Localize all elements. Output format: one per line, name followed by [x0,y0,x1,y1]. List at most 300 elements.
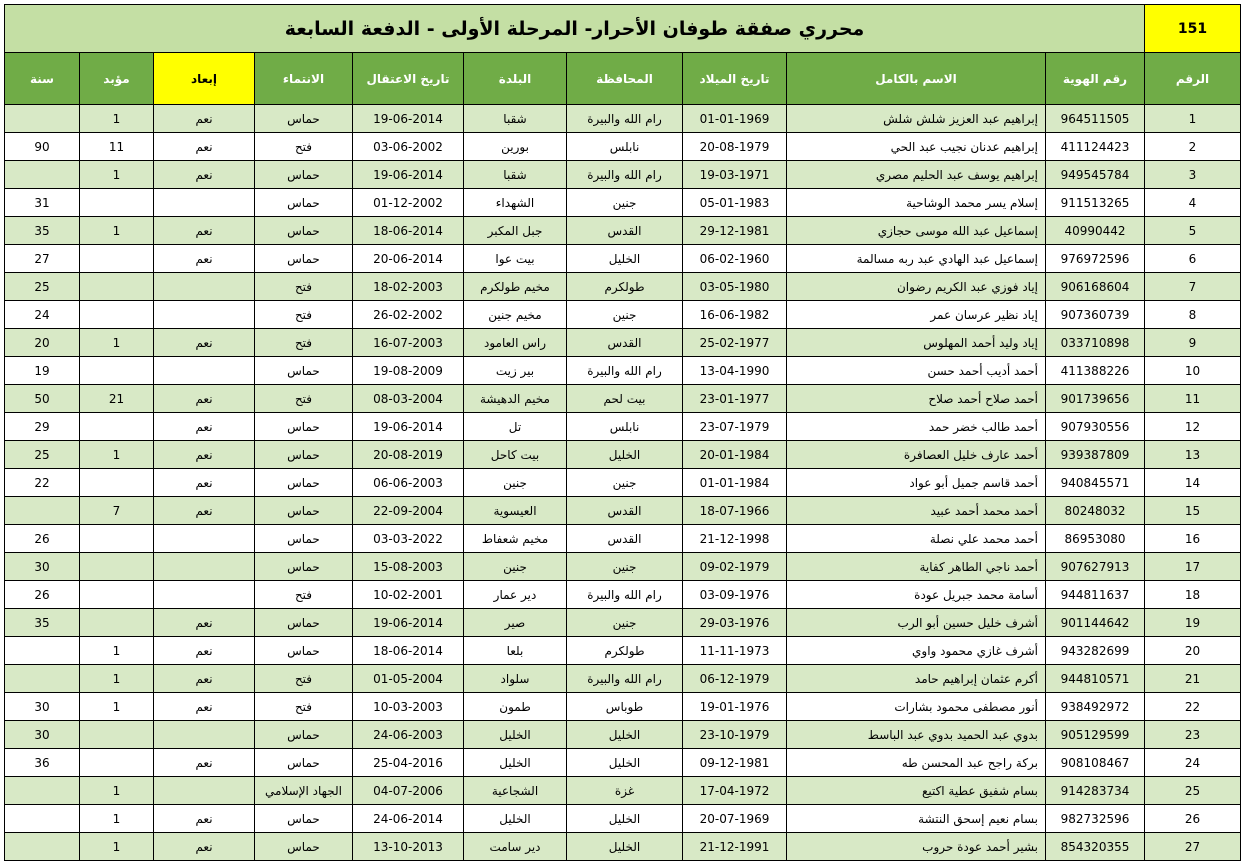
cell-town: مخيم شعفاط [464,525,567,553]
cell-town: شقبا [464,105,567,133]
cell-governorate: رام الله والبيرة [567,357,683,385]
cell-years [5,637,80,665]
table-row [5,161,1241,189]
cell-governorate: نابلس [567,413,683,441]
header-town: البلدة [464,53,567,105]
cell-governorate: طولكرم [567,637,683,665]
cell-years: 26 [5,581,80,609]
cell-seq: 1 [1145,105,1241,133]
cell-life [80,357,154,385]
cell-governorate: غزة [567,777,683,805]
cell-governorate: الخليل [567,721,683,749]
cell-full-name: إياد فوزي عبد الكريم رضوان [787,273,1046,301]
cell-seq: 26 [1145,805,1241,833]
cell-governorate: طوباس [567,693,683,721]
cell-affiliation: حماس [255,105,353,133]
cell-governorate: جنين [567,189,683,217]
cell-redeport: نعم [154,497,255,525]
cell-id-number: 901739656 [1046,385,1145,413]
cell-governorate: الخليل [567,441,683,469]
cell-years: 25 [5,441,80,469]
cell-seq: 19 [1145,609,1241,637]
cell-birth-date: 20-07-1969 [683,805,787,833]
cell-life: 1 [80,777,154,805]
cell-town: الخليل [464,805,567,833]
cell-governorate: القدس [567,497,683,525]
cell-years: 35 [5,609,80,637]
cell-affiliation: حماس [255,749,353,777]
cell-id-number: 411388226 [1046,357,1145,385]
cell-birth-date: 18-07-1966 [683,497,787,525]
table-row [5,469,1241,497]
header-governorate: المحافظة [567,53,683,105]
cell-birth-date: 09-02-1979 [683,553,787,581]
cell-seq: 24 [1145,749,1241,777]
cell-full-name: أنور مصطفى محمود بشارات [787,693,1046,721]
cell-id-number: 949545784 [1046,161,1145,189]
cell-full-name: أحمد طالب خضر حمد [787,413,1046,441]
table-row [5,553,1241,581]
cell-birth-date: 03-05-1980 [683,273,787,301]
table-row [5,105,1241,133]
header-full-name: الاسم بالكامل [787,53,1046,105]
cell-years: 22 [5,469,80,497]
cell-redeport: نعم [154,665,255,693]
cell-life: 1 [80,161,154,189]
cell-affiliation: فتح [255,693,353,721]
cell-arrest-date: 18-06-2014 [353,637,464,665]
cell-life: 1 [80,693,154,721]
header-birth-date: تاريخ الميلاد [683,53,787,105]
cell-affiliation: حماس [255,721,353,749]
cell-affiliation: حماس [255,413,353,441]
cell-redeport: نعم [154,693,255,721]
cell-arrest-date: 04-07-2006 [353,777,464,805]
cell-birth-date: 17-04-1972 [683,777,787,805]
cell-redeport [154,553,255,581]
cell-affiliation: فتح [255,665,353,693]
table-row [5,385,1241,413]
cell-years: 90 [5,133,80,161]
cell-full-name: بشير أحمد عودة حروب [787,833,1046,861]
cell-affiliation: حماس [255,525,353,553]
cell-redeport [154,301,255,329]
cell-redeport: نعم [154,217,255,245]
cell-seq: 4 [1145,189,1241,217]
cell-affiliation: حماس [255,217,353,245]
cell-affiliation: الجهاد الإسلامي [255,777,353,805]
cell-life: 1 [80,217,154,245]
cell-affiliation: حماس [255,497,353,525]
cell-years: 29 [5,413,80,441]
cell-years: 50 [5,385,80,413]
table-row [5,637,1241,665]
cell-affiliation: حماس [255,805,353,833]
header-seq: الرقم [1145,53,1241,105]
cell-affiliation: حماس [255,161,353,189]
record-count: 151 [1145,5,1241,53]
cell-governorate: الخليل [567,749,683,777]
cell-arrest-date: 03-06-2002 [353,133,464,161]
cell-affiliation: حماس [255,609,353,637]
cell-affiliation: فتح [255,329,353,357]
cell-seq: 15 [1145,497,1241,525]
cell-years [5,161,80,189]
header-row [5,53,1241,105]
cell-years: 31 [5,189,80,217]
cell-id-number: 80248032 [1046,497,1145,525]
cell-town: مخيم جنين [464,301,567,329]
cell-seq: 3 [1145,161,1241,189]
prisoner-list-sheet [4,4,1240,861]
cell-town: دير سامت [464,833,567,861]
cell-town: جنين [464,469,567,497]
cell-life [80,553,154,581]
table-row [5,693,1241,721]
cell-redeport [154,721,255,749]
cell-birth-date: 29-03-1976 [683,609,787,637]
cell-life [80,189,154,217]
cell-affiliation: حماس [255,189,353,217]
cell-arrest-date: 18-02-2003 [353,273,464,301]
cell-arrest-date: 24-06-2014 [353,805,464,833]
cell-redeport: نعم [154,609,255,637]
cell-years [5,805,80,833]
cell-birth-date: 06-02-1960 [683,245,787,273]
cell-full-name: أكرم عثمان إبراهيم حامد [787,665,1046,693]
cell-life [80,301,154,329]
cell-seq: 20 [1145,637,1241,665]
cell-full-name: أحمد ناجي الطاهر كفاية [787,553,1046,581]
cell-life [80,245,154,273]
cell-id-number: 40990442 [1046,217,1145,245]
cell-redeport: نعم [154,833,255,861]
cell-seq: 5 [1145,217,1241,245]
cell-arrest-date: 24-06-2003 [353,721,464,749]
cell-id-number: 908108467 [1046,749,1145,777]
cell-affiliation: فتح [255,385,353,413]
cell-id-number: 964511505 [1046,105,1145,133]
cell-governorate: القدس [567,217,683,245]
table-row [5,665,1241,693]
cell-full-name: إبراهيم عدنان نجيب عبد الحي [787,133,1046,161]
cell-governorate: جنين [567,301,683,329]
cell-full-name: أشرف خليل حسين أبو الرب [787,609,1046,637]
cell-years: 27 [5,245,80,273]
cell-id-number: 907627913 [1046,553,1145,581]
cell-governorate: جنين [567,469,683,497]
cell-birth-date: 21-12-1991 [683,833,787,861]
cell-arrest-date: 19-06-2014 [353,413,464,441]
cell-town: الخليل [464,749,567,777]
cell-life [80,273,154,301]
cell-arrest-date: 13-10-2013 [353,833,464,861]
cell-birth-date: 25-02-1977 [683,329,787,357]
cell-full-name: إياد وليد أحمد المهلوس [787,329,1046,357]
cell-governorate: نابلس [567,133,683,161]
cell-years: 30 [5,553,80,581]
cell-redeport: نعم [154,105,255,133]
cell-life: 1 [80,805,154,833]
cell-birth-date: 01-01-1984 [683,469,787,497]
cell-full-name: أحمد قاسم جميل أبو عواد [787,469,1046,497]
cell-arrest-date: 20-06-2014 [353,245,464,273]
cell-seq: 7 [1145,273,1241,301]
cell-full-name: بركة راجح عبد المحسن طه [787,749,1046,777]
cell-full-name: أشرف غازي محمود واوي [787,637,1046,665]
cell-id-number: 939387809 [1046,441,1145,469]
cell-seq: 8 [1145,301,1241,329]
cell-life [80,749,154,777]
cell-governorate: الخليل [567,245,683,273]
cell-town: سلواد [464,665,567,693]
cell-redeport [154,581,255,609]
table-row [5,217,1241,245]
cell-redeport: نعم [154,161,255,189]
cell-years: 19 [5,357,80,385]
cell-full-name: إسلام يسر محمد الوشاحية [787,189,1046,217]
cell-arrest-date: 19-06-2014 [353,105,464,133]
cell-affiliation: فتح [255,301,353,329]
cell-life [80,609,154,637]
cell-town: راس العامود [464,329,567,357]
cell-years [5,665,80,693]
table-row [5,413,1241,441]
cell-birth-date: 09-12-1981 [683,749,787,777]
cell-seq: 10 [1145,357,1241,385]
cell-arrest-date: 25-04-2016 [353,749,464,777]
table-row [5,441,1241,469]
cell-seq: 12 [1145,413,1241,441]
cell-seq: 9 [1145,329,1241,357]
cell-redeport: نعم [154,637,255,665]
cell-redeport: نعم [154,805,255,833]
cell-birth-date: 19-03-1971 [683,161,787,189]
cell-birth-date: 06-12-1979 [683,665,787,693]
cell-seq: 18 [1145,581,1241,609]
cell-redeport [154,189,255,217]
cell-governorate: جنين [567,553,683,581]
cell-arrest-date: 01-12-2002 [353,189,464,217]
table-row [5,245,1241,273]
table-row [5,581,1241,609]
cell-arrest-date: 19-06-2014 [353,161,464,189]
cell-years [5,777,80,805]
header-redeport: إبعاد [154,53,255,105]
cell-affiliation: حماس [255,637,353,665]
cell-arrest-date: 26-02-2002 [353,301,464,329]
cell-years [5,105,80,133]
cell-full-name: أحمد محمد أحمد عبيد [787,497,1046,525]
cell-birth-date: 23-10-1979 [683,721,787,749]
cell-town: بورين [464,133,567,161]
cell-affiliation: حماس [255,469,353,497]
cell-life: 1 [80,637,154,665]
cell-redeport: نعم [154,441,255,469]
cell-redeport: نعم [154,413,255,441]
cell-full-name: بسام نعيم إسحق النتشة [787,805,1046,833]
cell-governorate: بيت لحم [567,385,683,413]
cell-id-number: 914283734 [1046,777,1145,805]
cell-redeport [154,777,255,805]
cell-birth-date: 05-01-1983 [683,189,787,217]
cell-seq: 14 [1145,469,1241,497]
cell-id-number: 854320355 [1046,833,1145,861]
cell-birth-date: 20-01-1984 [683,441,787,469]
table-row [5,833,1241,861]
cell-id-number: 938492972 [1046,693,1145,721]
cell-arrest-date: 19-06-2014 [353,609,464,637]
cell-governorate: رام الله والبيرة [567,581,683,609]
cell-id-number: 411124423 [1046,133,1145,161]
cell-birth-date: 19-01-1976 [683,693,787,721]
cell-seq: 23 [1145,721,1241,749]
cell-affiliation: حماس [255,441,353,469]
header-id-number: رقم الهوية [1046,53,1145,105]
cell-arrest-date: 18-06-2014 [353,217,464,245]
cell-birth-date: 03-09-1976 [683,581,787,609]
cell-arrest-date: 10-03-2003 [353,693,464,721]
cell-town: الخليل [464,721,567,749]
cell-birth-date: 23-01-1977 [683,385,787,413]
cell-life: 1 [80,441,154,469]
cell-years: 26 [5,525,80,553]
table-row [5,777,1241,805]
cell-years: 36 [5,749,80,777]
cell-years: 35 [5,217,80,245]
cell-arrest-date: 01-05-2004 [353,665,464,693]
cell-town: مخيم الدهيشة [464,385,567,413]
cell-redeport [154,525,255,553]
cell-life: 1 [80,833,154,861]
cell-seq: 27 [1145,833,1241,861]
cell-birth-date: 13-04-1990 [683,357,787,385]
cell-seq: 6 [1145,245,1241,273]
cell-seq: 2 [1145,133,1241,161]
cell-town: بير زيت [464,357,567,385]
cell-birth-date: 11-11-1973 [683,637,787,665]
cell-arrest-date: 10-02-2001 [353,581,464,609]
cell-life: 7 [80,497,154,525]
table-row [5,609,1241,637]
cell-birth-date: 16-06-1982 [683,301,787,329]
cell-id-number: 906168604 [1046,273,1145,301]
table-row [5,301,1241,329]
cell-full-name: إبراهيم عبد العزيز شلش شلش [787,105,1046,133]
cell-full-name: إسماعيل عبد الهادي عبد ربه مسالمة [787,245,1046,273]
header-arrest-date: تاريخ الاعتقال [353,53,464,105]
cell-town: العيسوية [464,497,567,525]
cell-id-number: 901144642 [1046,609,1145,637]
table-row [5,497,1241,525]
cell-town: الشجاعية [464,777,567,805]
cell-town: بلعا [464,637,567,665]
cell-years: 24 [5,301,80,329]
cell-arrest-date: 08-03-2004 [353,385,464,413]
cell-id-number: 033710898 [1046,329,1145,357]
cell-id-number: 976972596 [1046,245,1145,273]
cell-years [5,497,80,525]
table-row [5,189,1241,217]
header-affiliation: الانتماء [255,53,353,105]
cell-town: دير عمار [464,581,567,609]
cell-affiliation: حماس [255,357,353,385]
cell-town: صير [464,609,567,637]
cell-affiliation: حماس [255,245,353,273]
cell-seq: 11 [1145,385,1241,413]
cell-full-name: أحمد صلاح أحمد صلاح [787,385,1046,413]
cell-id-number: 944811637 [1046,581,1145,609]
cell-life: 1 [80,665,154,693]
cell-arrest-date: 06-06-2003 [353,469,464,497]
cell-birth-date: 20-08-1979 [683,133,787,161]
cell-id-number: 982732596 [1046,805,1145,833]
cell-full-name: إسماعيل عبد الله موسى حجازي [787,217,1046,245]
cell-seq: 13 [1145,441,1241,469]
table-row [5,805,1241,833]
cell-seq: 21 [1145,665,1241,693]
cell-governorate: رام الله والبيرة [567,161,683,189]
cell-governorate: الخليل [567,833,683,861]
cell-arrest-date: 20-08-2019 [353,441,464,469]
cell-life [80,525,154,553]
cell-full-name: إبراهيم يوسف عبد الحليم مصري [787,161,1046,189]
cell-life: 1 [80,329,154,357]
cell-redeport: نعم [154,329,255,357]
cell-years [5,833,80,861]
cell-full-name: بدوي عبد الحميد بدوي عبد الباسط [787,721,1046,749]
cell-life [80,721,154,749]
cell-id-number: 907930556 [1046,413,1145,441]
table-row [5,357,1241,385]
cell-town: شقبا [464,161,567,189]
cell-redeport: نعم [154,749,255,777]
cell-full-name: أحمد عارف خليل العصافرة [787,441,1046,469]
cell-governorate: رام الله والبيرة [567,665,683,693]
cell-full-name: أسامة محمد جبريل عودة [787,581,1046,609]
cell-full-name: أحمد محمد علي نصلة [787,525,1046,553]
cell-id-number: 86953080 [1046,525,1145,553]
cell-governorate: طولكرم [567,273,683,301]
cell-years: 20 [5,329,80,357]
table-row [5,329,1241,357]
cell-life: 21 [80,385,154,413]
cell-town: جبل المكبر [464,217,567,245]
cell-governorate: القدس [567,525,683,553]
cell-town: الشهداء [464,189,567,217]
cell-redeport: نعم [154,469,255,497]
table-row [5,749,1241,777]
cell-affiliation: حماس [255,553,353,581]
cell-town: تل [464,413,567,441]
cell-town: مخيم طولكرم [464,273,567,301]
cell-birth-date: 29-12-1981 [683,217,787,245]
cell-id-number: 905129599 [1046,721,1145,749]
cell-life [80,469,154,497]
title-row [5,5,1241,53]
cell-town: بيت عوا [464,245,567,273]
cell-redeport [154,357,255,385]
cell-id-number: 907360739 [1046,301,1145,329]
cell-years: 25 [5,273,80,301]
header-years: سنة [5,53,80,105]
cell-governorate: رام الله والبيرة [567,105,683,133]
cell-years: 30 [5,693,80,721]
table-row [5,721,1241,749]
cell-id-number: 911513265 [1046,189,1145,217]
cell-town: بيت كاحل [464,441,567,469]
cell-affiliation: فتح [255,133,353,161]
